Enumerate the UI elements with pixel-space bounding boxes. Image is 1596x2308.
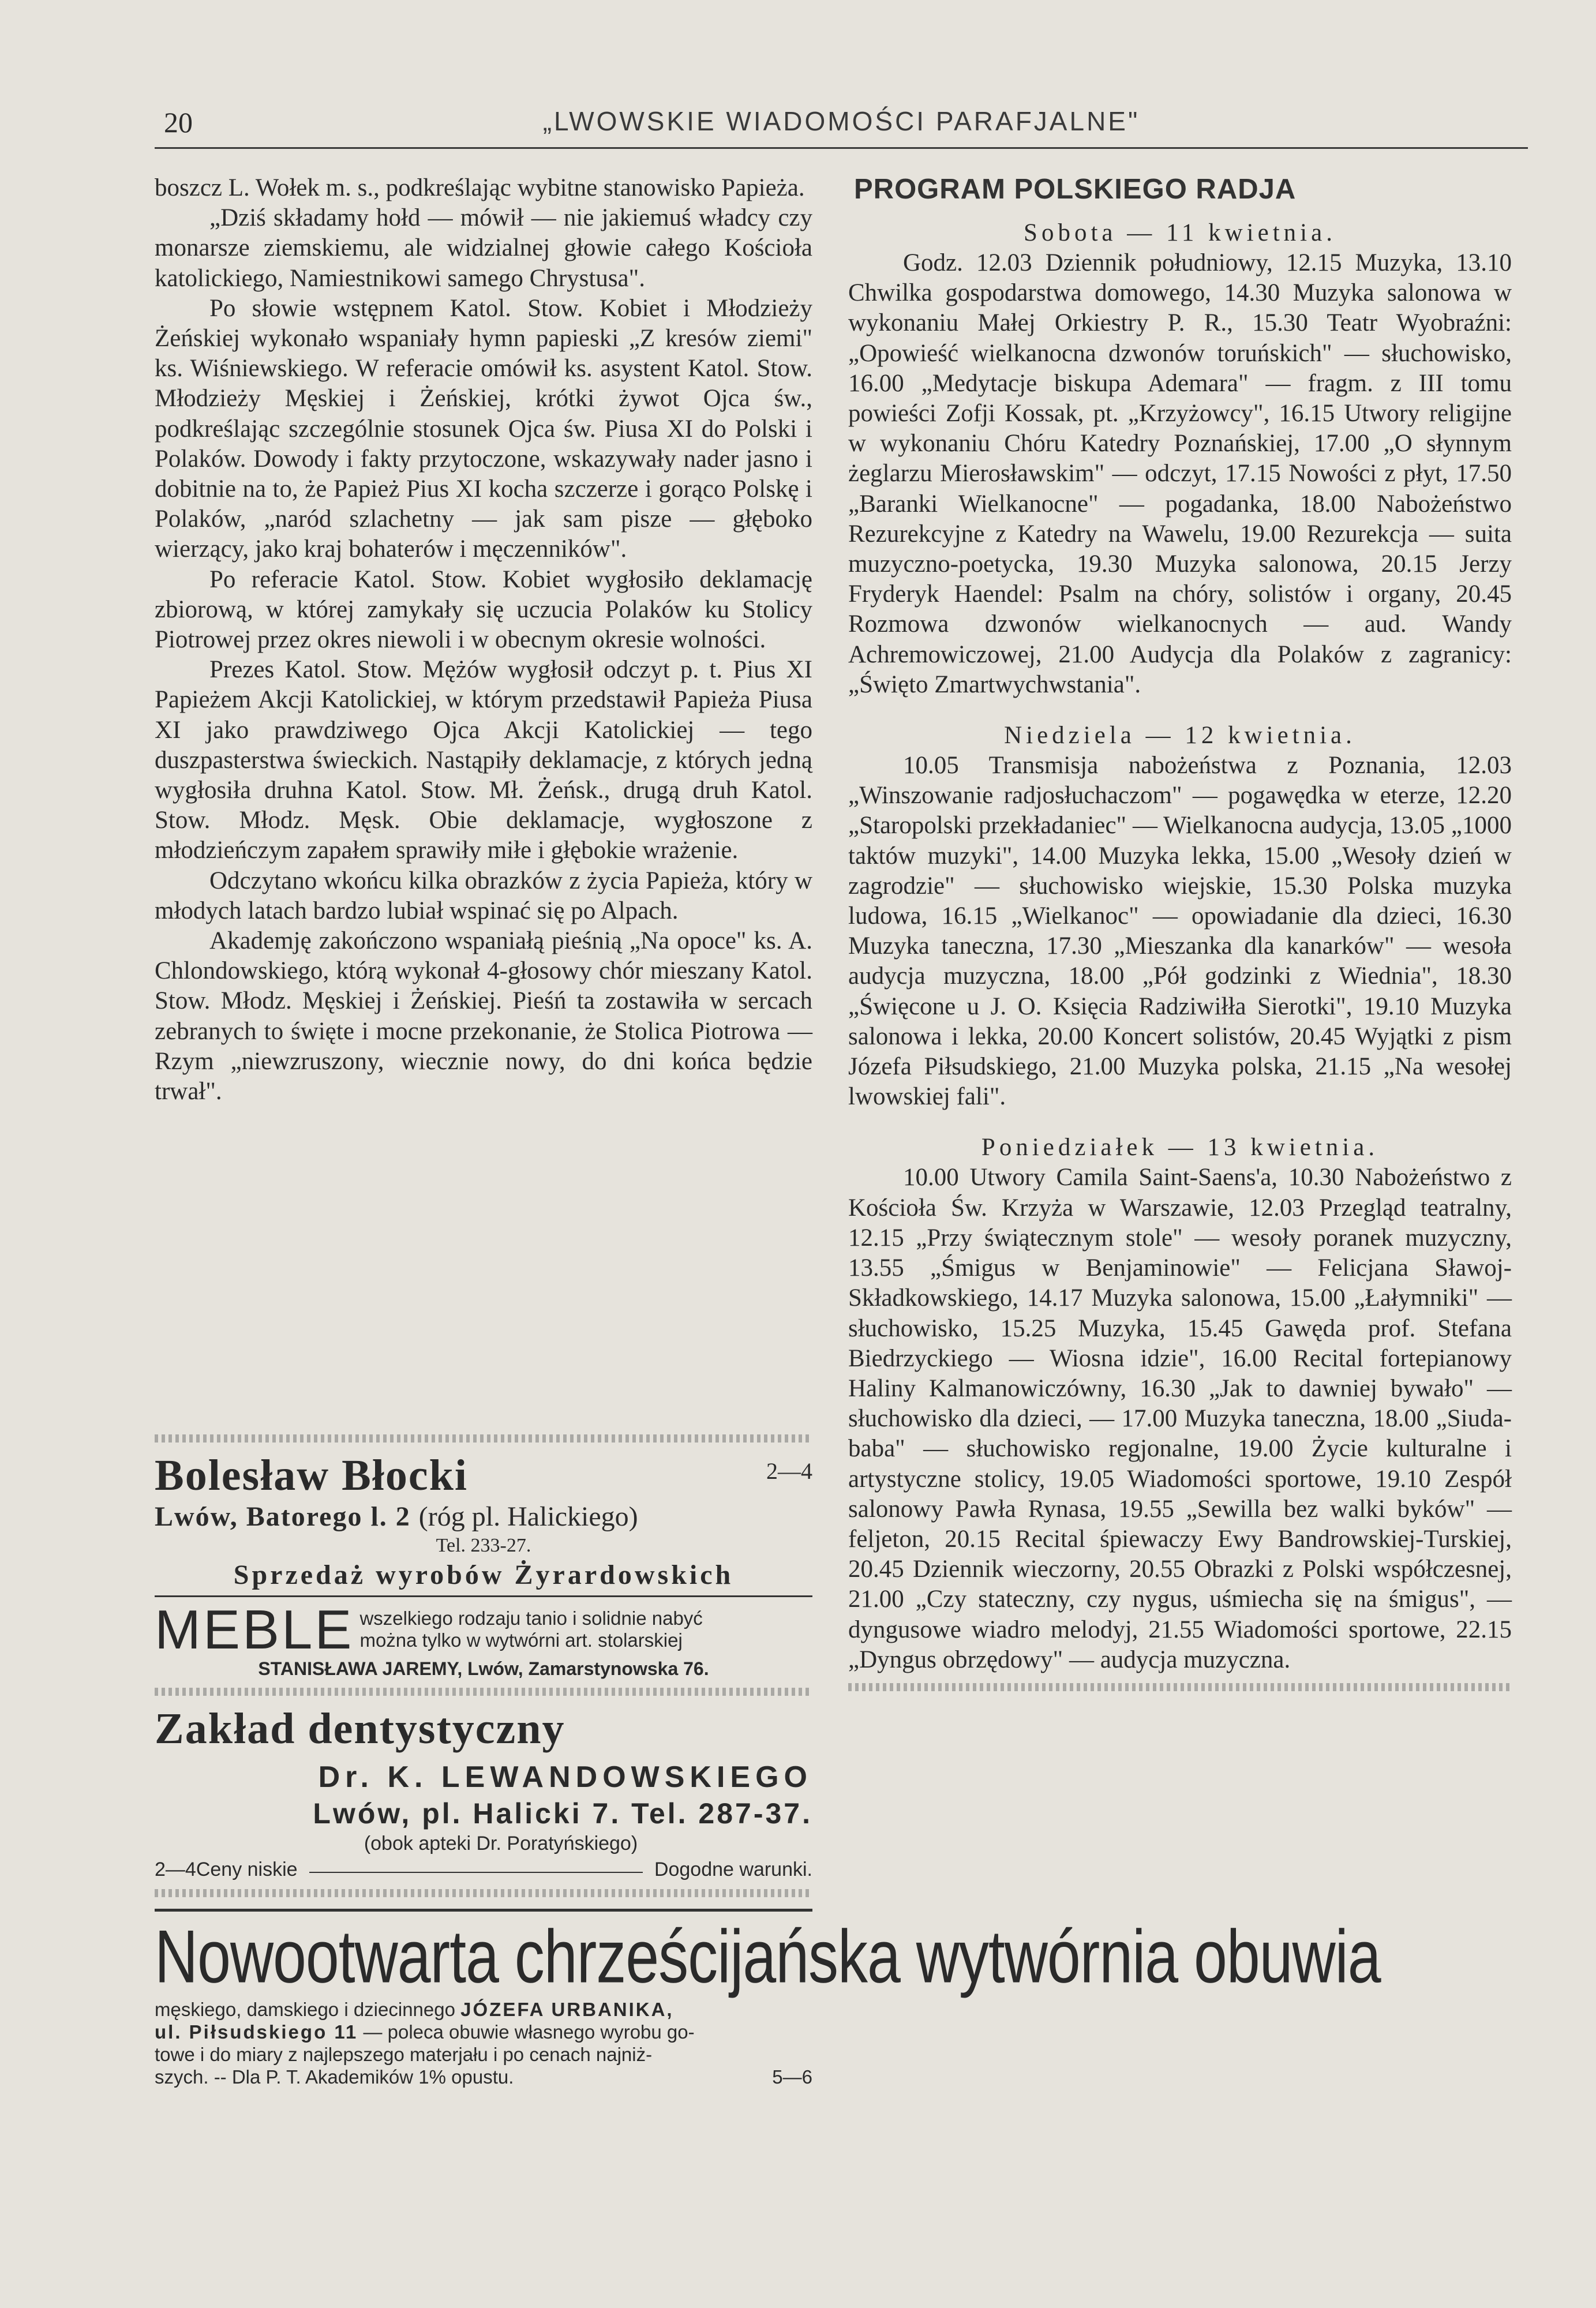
ad-blocki-address-street: Lwów, Batorego l. 2 xyxy=(155,1501,411,1532)
day-heading: Sobota — 11 kwietnia. xyxy=(1024,219,1336,246)
ad-dentist-terms: Dogodne warunki. xyxy=(654,1859,812,1880)
ornament-divider xyxy=(155,1688,812,1696)
ad-shoes-line2b: — poleca obuwie własnego wyrobu go- xyxy=(363,2021,695,2043)
ad-blocki-address xyxy=(155,1501,812,1533)
ad-blocki-name: Bolesław Błocki xyxy=(155,1451,469,1500)
article-paragraph: Po referacie Katol. Stow. Kobiet wygłosiło deklamację zbiorową, w której zamykały się uczucia Polaków ku Stolicy Piotrowej przez okres niewoli i w obecnym okresie wolności. xyxy=(155,565,812,654)
radio-program xyxy=(848,173,1512,1695)
ad-shoes-rule xyxy=(155,1909,812,1912)
ad-dentist-rule xyxy=(309,1859,643,1873)
ad-dentist xyxy=(155,1704,812,1886)
left-column-article xyxy=(155,173,812,1107)
ad-shoes-street: ul. Piłsudskiego 11 xyxy=(155,2021,358,2043)
ad-blocki xyxy=(155,1446,812,1597)
ad-meble-line1: wszelkiego rodzaju tanio i solidnie nabyć xyxy=(359,1608,703,1629)
ornament-divider xyxy=(848,1683,1512,1691)
ad-shoes-owner: JÓZEFA URBANIKA, xyxy=(460,1999,674,2020)
page-number: 20 xyxy=(164,106,193,138)
day-heading: Poniedziałek — 13 kwietnia. xyxy=(981,1134,1379,1162)
article-paragraph: Prezes Katol. Stow. Mężów wygłosił odczyt p. t. Pius XI Papieżem Akcji Katolickiej, w którym przedstawił Papieża Piusa XI jako prawdziwego Ojca Akcji Katolickiej — tego duszpasterstwa świeckich. Nastąpiły deklamacje, z których jedną wygłosiła druhna Katol. Stow. Mł. Żeńsk., drugą druh Katol. Stow. Młodz. Męsk. Obie deklamacje, wygłoszone z młodzieńczym zapałem sprawiły miłe i głębokie wrażenie. xyxy=(155,656,812,864)
day-heading: Niedziela — 12 kwietnia. xyxy=(1004,722,1356,750)
page-header xyxy=(155,101,1528,149)
ad-meble-word: MEBLE xyxy=(155,1599,354,1661)
ad-shoes-line2 xyxy=(155,2021,812,2043)
article-paragraph: boszcz L. Wołek m. s., podkreślając wybitne stanowisko Papieża. xyxy=(155,174,805,201)
day-program-text: 10.00 Utwory Camila Saint-Saens'a, 10.30 Nabożeństwo z Kościoła Św. Krzyża w Warszawie, 12.03 Przegląd teatralny, 12.15 „Przy świątecznym stole" — wesoły poranek muzyczny, 13.55 „Śmigus w Benjaminowie" — Felicjana Sławoj-Składkowskiego, 14.17 Muzyka salonowa, 15.00 „Łałymniki" — słuchowisko, 15.25 Muzyka, 15.45 Gawęda prof. Stefana Biedrzyckiego — Wiosna idzie", 16.00 Recital fortepianowy Haliny Kalmanowiczówny, 16.30 „Jak to dawniej bywało" — słuchowisko dla dzieci, — 17.00 Muzyka taneczna, 18.00 „Siuda-baba" — słuchowisko regjonalne, 19.00 Życie kulturalne i artystyczne stolicy, 19.05 Wiadomości sportowe, 19.10 Zespół salonowy Pawła Rynasa, 19.55 „Sewilla bez walki byków" — feljeton, 20.15 Recital śpiewaczy Ewy Bandrowskiej-Turskiej, 20.45 Dziennik wieczorny, 20.55 Obrazki z Polski współczesnej, 21.00 „Czy stateczny, czy nygus, uśmiecha się na śmigus", — dyngusowe wiadro melodyj, 21.55 Wiadomości sportowe, 22.15 „Dyngus obrzędowy" — audycja muzyczna. xyxy=(848,1164,1512,1673)
ad-shoes-title: Nowootwarta chrześcijańska wytwórnia obuwia xyxy=(155,1915,1381,1999)
ad-meble xyxy=(155,1599,812,1684)
article-paragraph: „Dziś składamy hołd — mówił — nie jakiemuś władcy czy monarsze ziemskiemu, ale widzialnej głowie całego Kościoła katolickiego, Namiestnikowi samego Chrystusa". xyxy=(155,204,812,292)
ad-dentist-address: Lwów, pl. Halicki 7. Tel. 287-37. xyxy=(313,1797,812,1830)
ad-shoes-code: 5—6 xyxy=(772,2066,812,2088)
advertisements xyxy=(155,1431,1381,2088)
article-paragraph: Po słowie wstępnem Katol. Stow. Kobiet i Młodzieży Żeńskiej wykonało wspaniały hymn papieski „Z kresów ziemi" ks. Wiśniewskiego. W referacie omówił ks. asystent Katol. Stow. Młodzieży Męskiej i Żeńskiej, krótki żywot Ojca św., podkreślając szczególnie stosunek Ojca św. Piusa XI do Polski i Polaków. Dowody i fakty przytoczone, wskazywały nader jasno i dobitnie na to, że Papież Pius XI kocha szczerze i gorąco Polskę i Polaków, „naród szlachetny — jak sam pisze — głęboko wierzący, jako kraj bohaterów i męczenników". xyxy=(155,294,812,563)
ad-blocki-code: 2—4 xyxy=(766,1458,812,1484)
radio-program-title: PROGRAM POLSKIEGO RADJA xyxy=(854,174,1297,205)
day-program-text: Godz. 12.03 Dziennik południowy, 12.15 Muzyka, 13.10 Chwilka gospodarstwa domowego, 14.30 Muzyka salonowa w wykonaniu Małej Orkiestry P. R., 15.30 Teatr Wyobraźni: „Opowieść wielkanocna dzwonów toruńskich" — słuchowisko, 16.00 „Medytacje biskupa Ademara" — fragm. z III tomu powieści Zofji Kossak, pt. „Krzyżowcy", 16.15 Utwory religijne w wykonaniu Chóru Katedry Poznańskiej, 17.00 „O słynnym żeglarzu Mierosławskim" — odczyt, 17.15 Nowości z płyt, 17.50 „Baranki Wielkanocne" — pogadanka, 18.00 Nabożeństwo Rezurekcyjne z Katedry na Wawelu, 19.00 Rezurekcja — suita muzyczno-poetycka, 19.30 Muzyka salonowa, 20.15 Jerzy Fryderyk Haendel: Psalm na chóry, solistów i organy, 20.45 Rozmowa dzwonów wielkanocnych — aud. Wandy Achremowiczowej, 21.00 Audycja dla Polaków z zagranicy: „Święto Zmartwychwstania". xyxy=(848,249,1512,698)
ad-dentist-code: 2—4 xyxy=(155,1859,196,1880)
ad-blocki-address-corner: (róg pl. Halickiego) xyxy=(418,1501,638,1532)
article-paragraph: Akademję zakończono wspaniałą pieśnią „Na opoce" ks. A. Chlondowskiego, którą wykonał 4-głosowy chór mieszany Katol. Stow. Młodz. Męskiej i Żeńskiej. Pieśń ta zostawiła w sercach zebranych to święte i mocne przekonanie, że Stolica Piotrowa — Rzym „niewzruszony, wiecznie nowy, do dni końca będzie trwał". xyxy=(155,927,812,1106)
ad-shoes xyxy=(155,1909,1381,2088)
publication-title: „LWOWSKIE WIADOMOŚCI PARAFJALNE" xyxy=(542,106,1140,136)
ad-dentist-doctor: Dr. K. LEWANDOWSKIEGO xyxy=(318,1760,812,1794)
ad-blocki-sales: Sprzedaż wyrobów Żyrardowskich xyxy=(155,1559,812,1597)
ad-shoes-line3: towe i do miary z najlepszego materjału i po cenach najniż- xyxy=(155,2044,653,2065)
ad-dentist-note: (obok apteki Dr. Poratyńskiego) xyxy=(364,1833,638,1854)
ad-dentist-title: Zakład dentystyczny xyxy=(155,1704,565,1753)
day-program-text: 10.05 Transmisja nabożeństwa z Poznania, 12.03 „Winszowanie radjosłuchaczom" — pogawędka w eterze, 12.20 „Staropolski przekładaniec" — Wielkanocna audycja, 13.05 „1000 taktów muzyki", 14.00 Muzyka lekka, 15.00 „Wesoły dzień w zagrodzie" — słuchowisko wiejskie, 15.30 Polska muzyka ludowa, 16.15 „Wielkanoc" — opowiadanie dla dzieci, 16.30 Muzyka taneczna, 17.30 „Mieszanka dla kanarków" — wesoła audycja muzyczna, 18.00 „Pół godzinki z Wiednia", 18.30 „Święcone u J. O. Księcia Radziwiłła Sierotki", 19.10 Muzyka salonowa i lekka, 20.00 Koncert solistów, 20.45 Wyjątki z pism Józefa Piłsudskiego, 21.00 Muzyka polska, 21.15 „Na wesołej lwowskiej fali". xyxy=(848,752,1512,1111)
ad-shoes-line1a: męskiego, damskiego i dziecinnego xyxy=(155,1999,455,2020)
ornament-divider xyxy=(155,1889,812,1897)
ad-dentist-prices: Ceny niskie xyxy=(196,1859,298,1880)
ornament-divider xyxy=(155,1434,812,1442)
ad-meble-line2: można tylko w wytwórni art. stolarskiej xyxy=(359,1629,683,1651)
article-paragraph: Odczytano wkońcu kilka obrazków z życia Papieża, który w młodych latach bardzo lubiał wspinać się po Alpach. xyxy=(155,867,812,924)
ad-shoes-line4: szych. -- Dla P. T. Akademików 1% opustu. xyxy=(155,2066,514,2088)
ad-meble-owner: STANISŁAWA JAREMY, Lwów, Zamarstynowska 76. xyxy=(258,1658,709,1679)
ad-blocki-tel: Tel. 233-27. xyxy=(436,1535,531,1556)
